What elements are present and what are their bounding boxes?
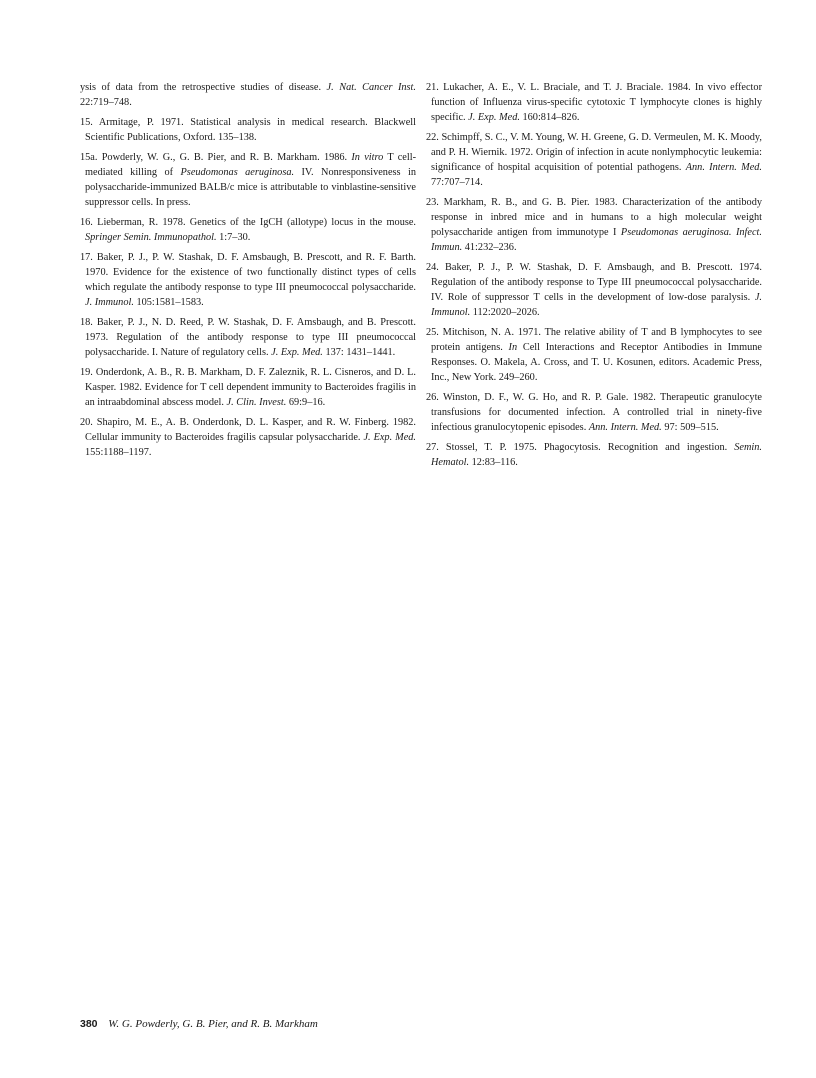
reference-16: 16. Lieberman, R. 1978. Genetics of the IgCH (allotype) locus in the mouse. Springer Semin. Immunopathol. 1:7–30. xyxy=(80,217,416,243)
reference-22: 22. Schimpff, S. C., V. M. Young, W. H. Greene, G. D. Vermeulen, M. K. Moody, and P. H. Wiernik. 1972. Origin of infection in acute nonlymphocytic leukemia: significance of hospital acquisition of potential pathogens. Ann. Intern. Med. 77:707–714. xyxy=(426,132,762,188)
page-footer xyxy=(80,1018,318,1030)
reference-21: 21. Lukacher, A. E., V. L. Braciale, and T. J. Braciale. 1984. In vivo effector function of Influenza virus-specific cytotoxic T lymphocyte clones is highly specific. J. Exp. Med. 160:814–826. xyxy=(426,82,762,123)
reference-19: 19. Onderdonk, A. B., R. B. Markham, D. F. Zaleznik, R. L. Cisneros, and D. L. Kasper. 1982. Evidence for T cell dependent immunity to Bacteroides fragilis in an intraabdominal abscess model. J. Clin. Invest. 69:9–16. xyxy=(80,367,416,408)
references-right-column xyxy=(426,80,762,475)
reference-27: 27. Stossel, T. P. 1975. Phagocytosis. Recognition and ingestion. Semin. Hematol. 12:83–116. xyxy=(426,442,762,468)
reference-24: 24. Baker, P. J., P. W. Stashak, D. F. Amsbaugh, and B. Prescott. 1974. Regulation of the antibody response to Type III pneumococcal polysaccharide. IV. Role of suppressor T cells in the development of low-dose paralysis. J. Immunol. 112:2020–2026. xyxy=(426,262,762,318)
references-left-column xyxy=(80,80,416,465)
page-number: 380 xyxy=(80,1018,98,1030)
running-authors: W. G. Powderly, G. B. Pier, and R. B. Markham xyxy=(108,1018,318,1030)
reference-23: 23. Markham, R. B., and G. B. Pier. 1983. Characterization of the antibody response in inbred mice and in humans to a high molecular weight polysaccharide antigen from immunotype I Pseudomonas aeruginosa. Infect. Immun. 41:232–236. xyxy=(426,197,762,253)
reference-17: 17. Baker, P. J., P. W. Stashak, D. F. Amsbaugh, B. Prescott, and R. F. Barth. 1970. Evidence for the existence of two functionally distinct types of cells which regulate the antibody response to type III pneumococcal polysaccharide. J. Immunol. 105:1581–1583. xyxy=(80,252,416,308)
reference-14-continued: ysis of data from the retrospective studies of disease. J. Nat. Cancer Inst. 22:719–748. xyxy=(80,82,416,108)
reference-25: 25. Mitchison, N. A. 1971. The relative ability of T and B lymphocytes to see protein antigens. In Cell Interactions and Receptor Antibodies in Immune Responses. O. Makela, A. Cross, and T. U. Kosunen, editors. Academic Press, Inc., New York. 249–260. xyxy=(426,327,762,383)
reference-15: 15. Armitage, P. 1971. Statistical analysis in medical research. Blackwell Scientific Publications, Oxford. 135–138. xyxy=(80,117,416,143)
reference-18: 18. Baker, P. J., N. D. Reed, P. W. Stashak, D. F. Amsbaugh, and B. Prescott. 1973. Regulation of the antibody response to type III pneumococcal polysaccharide. I. Nature of regulatory cells. J. Exp. Med. 137: 1431–1441. xyxy=(80,317,416,358)
reference-26: 26. Winston, D. F., W. G. Ho, and R. P. Gale. 1982. Therapeutic granulocyte transfusions for documented infection. A controlled trial in ninety-five infectious granulocytopenic episodes. Ann. Intern. Med. 97: 509–515. xyxy=(426,392,762,433)
reference-15a: 15a. Powderly, W. G., G. B. Pier, and R. B. Markham. 1986. In vitro T cell-mediated killing of Pseudomonas aeruginosa. IV. Nonresponsiveness in polysaccharide-immunized BALB/c mice is attributable to vinblastine-sensitive suppressor cells. In press. xyxy=(80,152,417,208)
reference-20: 20. Shapiro, M. E., A. B. Onderdonk, D. L. Kasper, and R. W. Finberg. 1982. Cellular immunity to Bacteroides fragilis capsular polysaccharide. J. Exp. Med. 155:1188–1197. xyxy=(80,417,416,458)
